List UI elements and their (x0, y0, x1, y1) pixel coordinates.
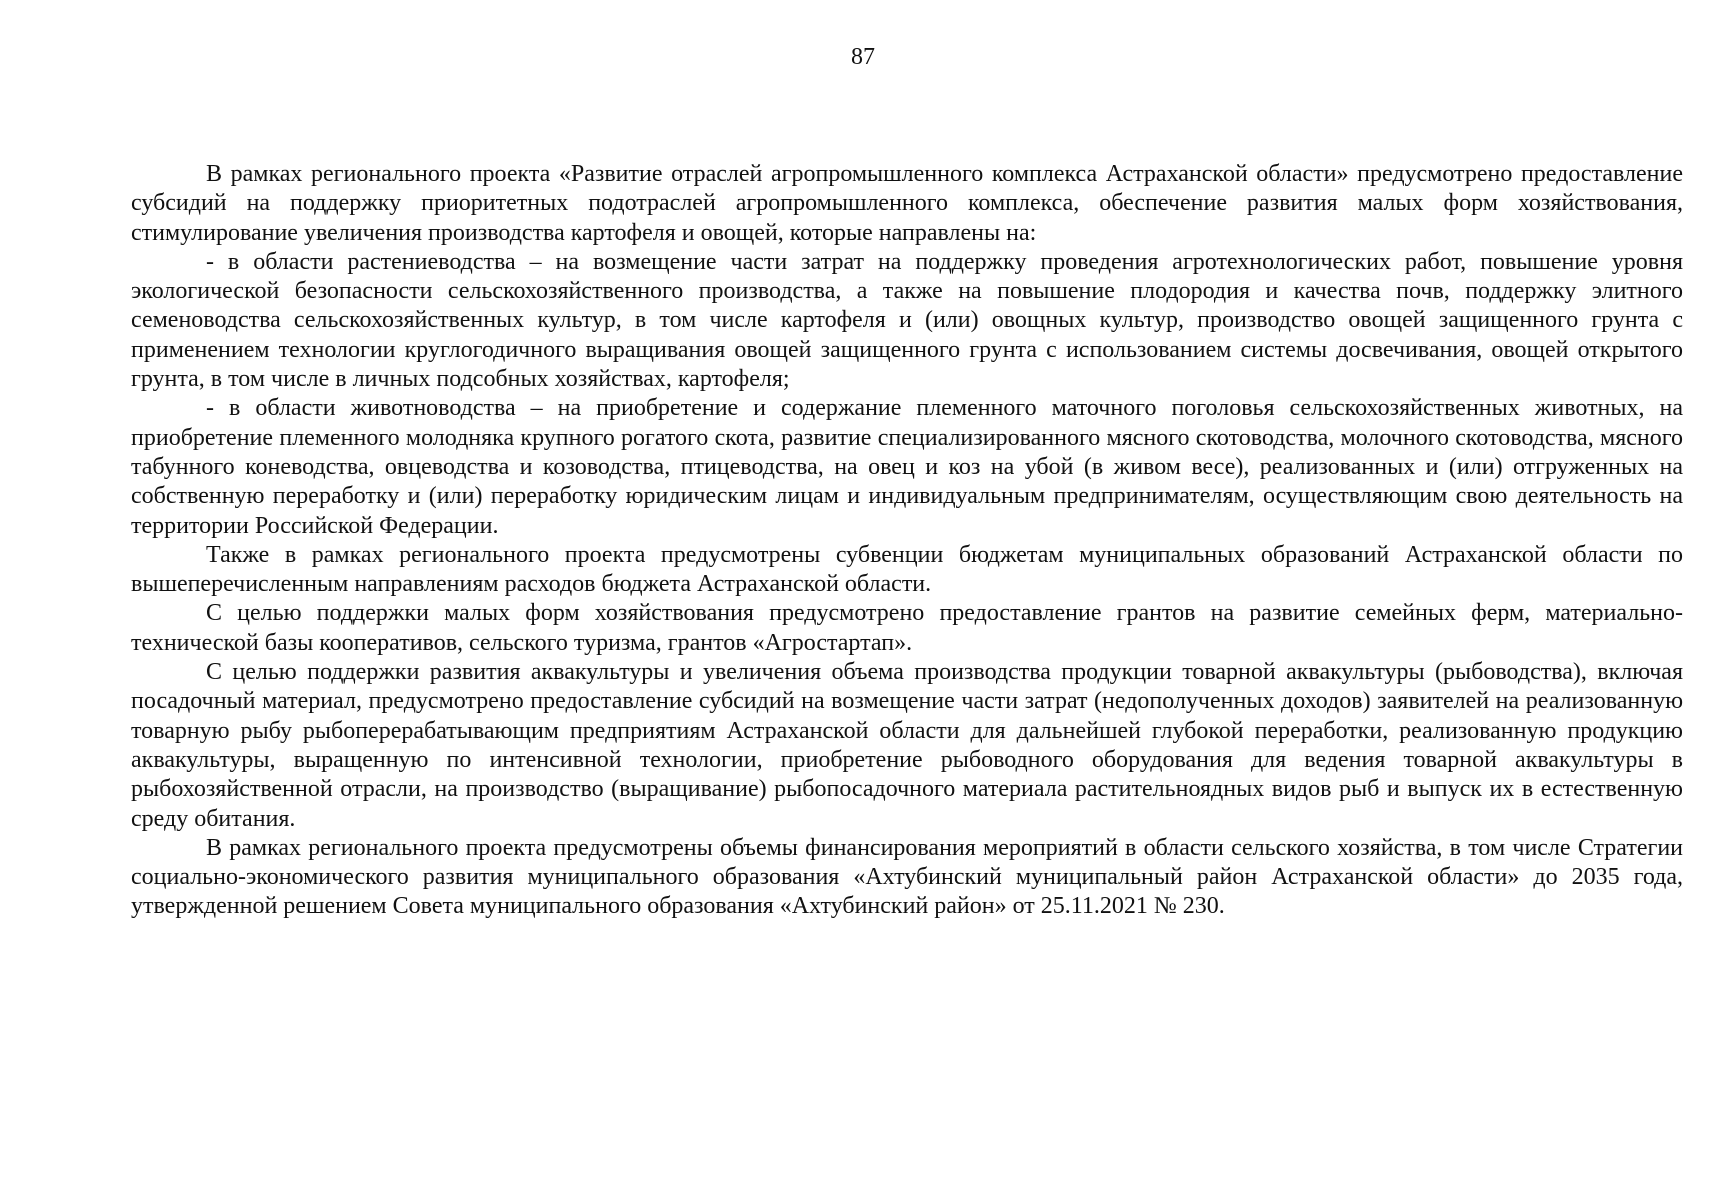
page-number: 87 (851, 44, 875, 70)
paragraph-crop-production: - в области растениеводства – на возмещение части затрат на поддержку проведения агротехнологических работ, повышение уровня экологической безопасности сельскохозяйственного производства, а также на повышение плодородия и качества почв, поддержку элитного семеноводства сельскохозяйственных культур, в том числе картофеля и (или) овощных культур, производство овощей защищенного грунта с применением технологии круглогодичного выращивания овощей защищенного грунта с использованием системы досвечивания, овощей открытого грунта, в том числе в личных подсобных хозяйствах, картофеля; (131, 248, 1683, 393)
paragraph-financing: В рамках регионального проекта предусмотрены объемы финансирования мероприятий в области сельского хозяйства, в том числе Стратегии социально-экономического развития муниципального образования «Ахтубинский муниципальный район Астраханской области» до 2035 года, утвержденной решением Совета муниципального образования «Ахтубинский район» от 25.11.2021 № 230. (131, 834, 1683, 920)
paragraph-small-farms: С целью поддержки малых форм хозяйствования предусмотрено предоставление грантов на развитие семейных ферм, материально-технической базы кооперативов, сельского туризма, грантов «Агростартап». (131, 600, 1683, 656)
paragraph-subventions: Также в рамках регионального проекта предусмотрены субвенции бюджетам муниципальных образований Астраханской области по вышеперечисленным направлениям расходов бюджета Астраханской области. (131, 541, 1683, 598)
paragraph-intro: В рамках регионального проекта «Развитие отраслей агропромышленного комплекса Астраханской области» предусмотрено предоставление субсидий на поддержку приоритетных подотраслей агропромышленного комплекса, обеспечение развития малых форм хозяйствования, стимулирование увеличения производства картофеля и овощей, которые направлены на: (131, 161, 1683, 246)
document-body (131, 160, 1683, 922)
paragraph-aquaculture: С целью поддержки развития аквакультуры и увеличения объема производства продукции товарной аквакультуры (рыбоводства), включая посадочный материал, предусмотрено предоставление субсидий на возмещение части затрат (недополученных доходов) заявителей на реализованную товарную рыбу рыбоперерабатывающим предприятиям Астраханской области для дальнейшей глубокой переработки, реализованную продукцию аквакультуры, выращенную по интенсивной технологии, приобретение рыбоводного оборудования для ведения товарной аквакультуры в рыбохозяйственной отрасли, на производство (выращивание) рыбопосадочного материала растительноядных видов рыб и выпуск их в естественную среду обитания. (131, 659, 1683, 832)
paragraph-livestock: - в области животноводства – на приобретение и содержание племенного маточного поголовья сельскохозяйственных животных, на приобретение племенного молодняка крупного рогатого скота, развитие специализированного мясного скотоводства, молочного скотоводства, мясного табунного коневодства, овцеводства и козоводства, птицеводства, на овец и коз на убой (в живом весе), реализованных и (или) отгруженных на собственную переработку и (или) переработку юридическим лицам и индивидуальным предпринимателям, осуществляющим свою деятельность на территории Российской Федерации. (131, 395, 1683, 539)
